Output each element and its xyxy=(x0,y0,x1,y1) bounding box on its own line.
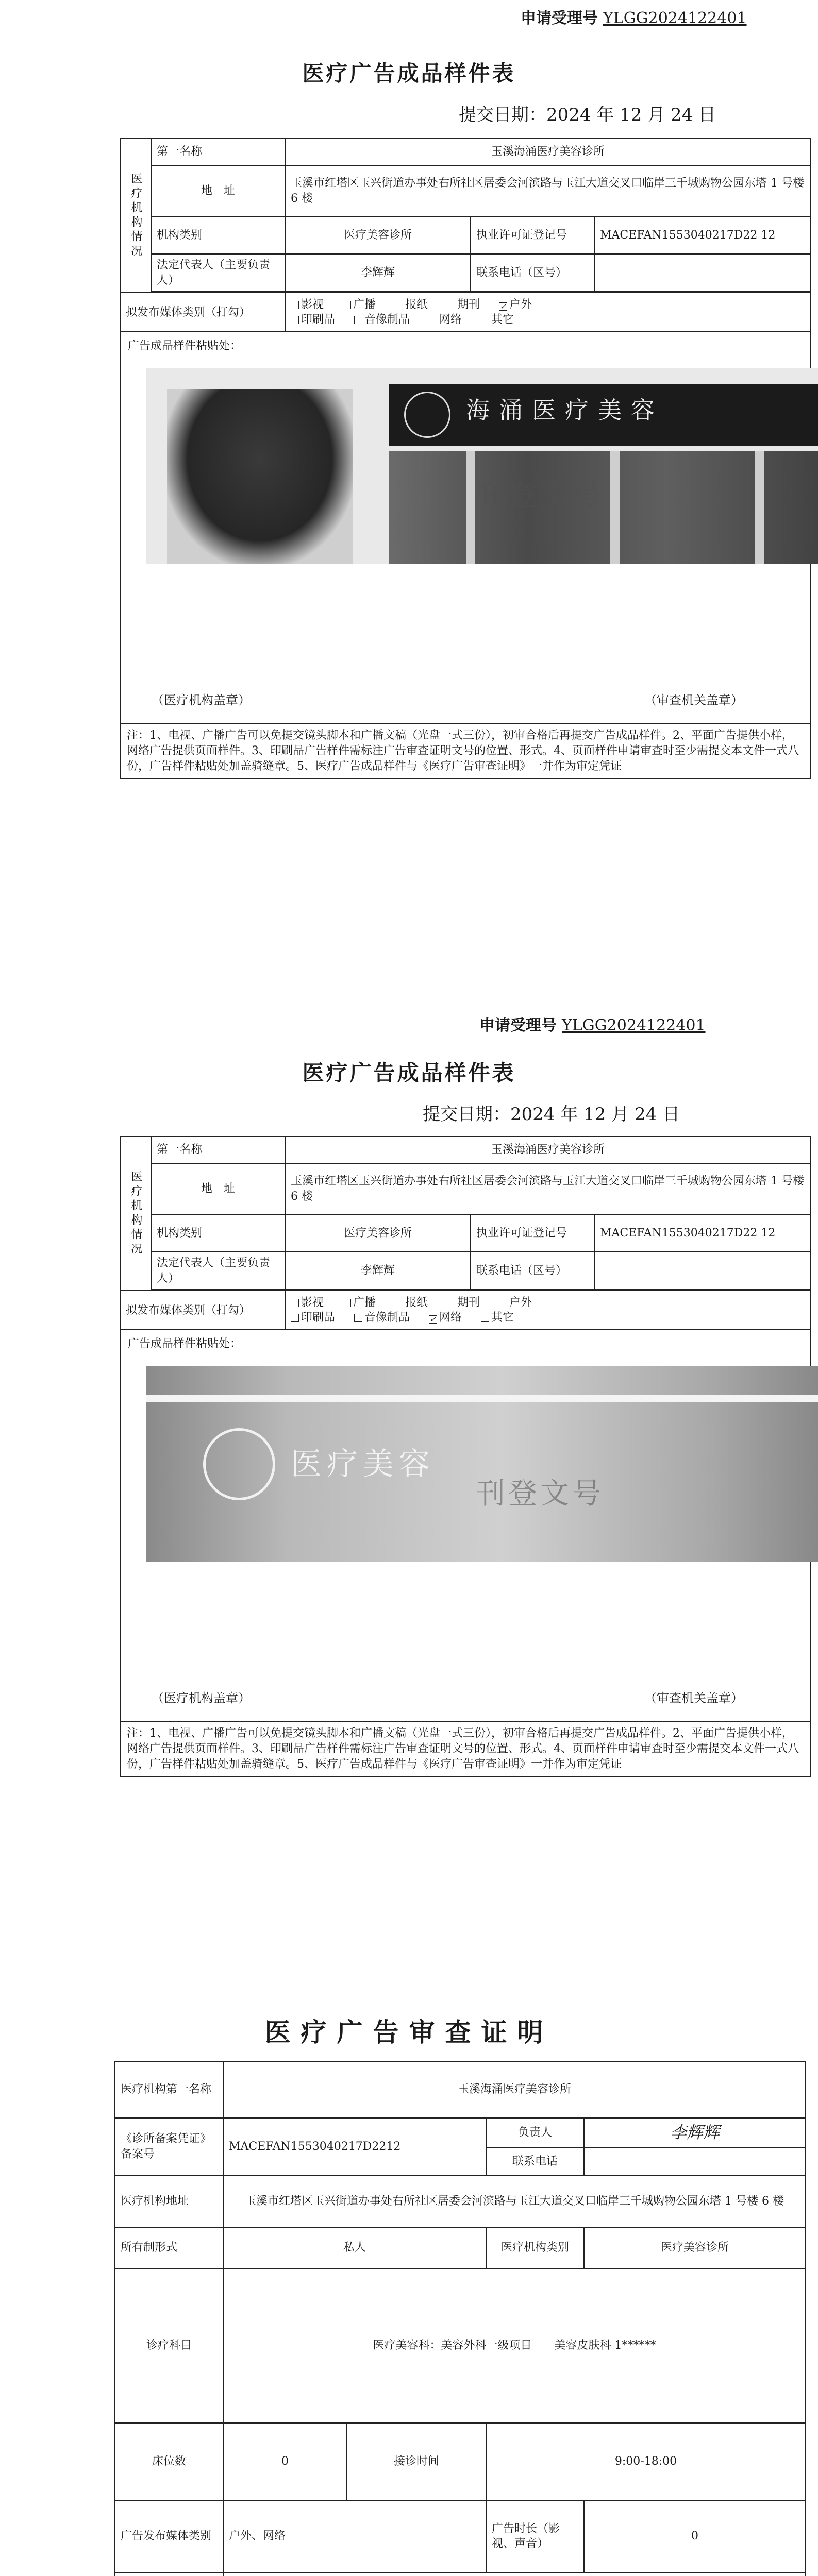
media-checkboxes xyxy=(285,293,811,332)
media-option[interactable]: ✓ 网络 xyxy=(429,1311,462,1324)
cert-head-label: 负责人 xyxy=(486,2118,584,2147)
form-notes: 注：1、电视、广播广告可以免提交镜头脚本和广播文稿（光盘一式三份），初审合格后再提交广告成品样件。2、平面广告提供小样，网络广告提供页面样件。3、印刷品广告样件需标注广告审查证明文号的位置、形式。4、页面样件申请审查时至少需提交本文件一式八份，广告样件粘贴处加盖骑缝章。5、医疗广告成品样件与《医疗广告审查证明》一并作为审定凭证 xyxy=(120,1721,811,1776)
legal-value: 李辉辉 xyxy=(285,254,471,292)
media-option[interactable]: 影视 xyxy=(291,298,324,311)
cert-phone-label: 联系电话 xyxy=(486,2147,584,2176)
cert-opinion-label xyxy=(115,2572,223,2576)
checkbox-icon[interactable] xyxy=(481,316,489,324)
publication-stamp: 刊登文号 xyxy=(476,479,604,513)
cert-subjects-label: 诊疗科目 xyxy=(115,2268,223,2423)
serial-number-1 xyxy=(521,5,747,28)
media-option[interactable]: 期刊 xyxy=(447,298,480,311)
checkbox-icon[interactable] xyxy=(481,1314,489,1322)
media-option[interactable]: 户外 xyxy=(499,1296,532,1309)
cert-duration-value: 0 xyxy=(584,2500,806,2572)
cert-media-label: 广告发布媒体类别 xyxy=(115,2500,223,2572)
phone-value xyxy=(594,254,811,292)
serial-value: YLGG2024122401 xyxy=(603,9,747,27)
cert-address-value: 玉溪市红塔区玉兴街道办事处右所社区居委会河滨路与玉江大道交叉口临岸三千城购物公园东塔 1 号楼 6 楼 xyxy=(223,2176,806,2227)
cert-duration-label: 广告时长（影视、声音） xyxy=(486,2500,584,2572)
cert-opinion xyxy=(223,2572,806,2576)
form-notes: 注：1、电视、广播广告可以免提交镜头脚本和广播文稿（光盘一式三份），初审合格后再提交广告成品样件。2、平面广告提供小样，网络广告提供页面样件。3、印刷品广告样件需标注广告审查证明文号的位置、形式。4、页面样件申请审查时至少需提交本文件一式八份，广告样件粘贴处加盖骑缝章。5、医疗广告成品样件与《医疗广告审查证明》一并作为审定凭证 xyxy=(120,723,811,778)
legal-value: 李辉辉 xyxy=(285,1252,471,1290)
type-value: 医疗美容诊所 xyxy=(285,1215,471,1252)
checkbox-icon[interactable] xyxy=(343,301,351,309)
media-option[interactable]: 影视 xyxy=(291,1296,324,1309)
checkbox-icon[interactable] xyxy=(395,301,403,309)
checkbox-icon[interactable] xyxy=(291,301,299,309)
license-label: 执业许可证登记号 xyxy=(471,217,594,254)
submit-date-2: 提交日期：2024 年 12 月 24 日 xyxy=(423,1104,680,1125)
wall-logo-photo xyxy=(146,1366,818,1562)
cert-name-label: 医疗机构第一名称 xyxy=(115,2061,223,2118)
media-option[interactable]: 音像制品 xyxy=(354,313,410,326)
checkbox-icon[interactable] xyxy=(291,1299,299,1307)
section-label: 医疗机构情况 xyxy=(120,139,151,293)
submit-date-1: 提交日期：2024 年 12 月 24 日 xyxy=(459,105,716,125)
checkbox-icon[interactable] xyxy=(354,1314,362,1322)
publication-stamp: 刊登文号 xyxy=(476,1477,604,1511)
media-option[interactable]: 报纸 xyxy=(395,298,428,311)
media-option[interactable]: 期刊 xyxy=(447,1296,480,1309)
sample-paste-area xyxy=(120,332,811,723)
phone-label: 联系电话（区号） xyxy=(471,254,594,292)
media-option[interactable]: 其它 xyxy=(481,1311,514,1324)
sample-label: 广告成品样件粘贴处： xyxy=(128,340,242,353)
cert-ownership-value: 私人 xyxy=(223,2227,486,2268)
sample-paste-area xyxy=(120,1330,811,1721)
legal-label: 法定代表人（主要负责人） xyxy=(151,254,285,292)
legal-label: 法定代表人（主要负责人） xyxy=(151,1252,285,1290)
sample-label: 广告成品样件粘贴处： xyxy=(128,1337,242,1351)
name-value: 玉溪海涌医疗美容诊所 xyxy=(285,139,811,165)
media-checkboxes xyxy=(285,1291,811,1330)
media-option[interactable]: 广播 xyxy=(343,1296,376,1309)
type-label: 机构类别 xyxy=(151,217,285,254)
address-value: 玉溪市红塔区玉兴街道办事处右所社区居委会河滨路与玉江大道交叉口临岸三千城购物公园东塔 1 号楼 6 楼 xyxy=(285,1163,811,1215)
phone-value xyxy=(594,1252,811,1290)
checkbox-icon[interactable] xyxy=(447,1299,455,1307)
checkbox-icon[interactable] xyxy=(291,1314,299,1322)
form-title-2: 医疗广告成品样件表 xyxy=(302,1060,516,1086)
checkbox-icon[interactable] xyxy=(429,316,437,324)
media-option[interactable]: 印刷品 xyxy=(291,1311,335,1324)
cert-ownership-label: 所有制形式 xyxy=(115,2227,223,2268)
cert-subjects-value: 医疗美容科：美容外科一级项目 美容皮肤科 1****** xyxy=(223,2268,806,2423)
address-label: 地 址 xyxy=(151,1163,285,1215)
cert-hours-value: 9:00-18:00 xyxy=(486,2423,806,2500)
cert-hours-label: 接诊时间 xyxy=(347,2423,486,2500)
certificate-title: 医疗广告审查证明 xyxy=(264,2017,554,2047)
cert-phone-value xyxy=(584,2147,806,2176)
cert-license-value: MACEFAN1553040217D2212 xyxy=(223,2118,486,2176)
cert-address-label: 医疗机构地址 xyxy=(115,2176,223,2227)
certificate-table xyxy=(114,2061,806,2576)
clinic-seal-label: （医疗机构盖章） xyxy=(152,692,251,707)
cert-beds-label: 床位数 xyxy=(115,2423,223,2500)
media-option[interactable]: 其它 xyxy=(481,313,514,326)
address-label: 地 址 xyxy=(151,165,285,217)
authority-seal-label: （审查机关盖章） xyxy=(644,1690,743,1705)
head-signature: 李辉辉 xyxy=(670,2123,720,2142)
media-option[interactable]: 网络 xyxy=(429,313,462,326)
license-label: 执业许可证登记号 xyxy=(471,1215,594,1252)
type-value: 医疗美容诊所 xyxy=(285,217,471,254)
license-value: MACEFAN1553040217D22 12 xyxy=(594,217,811,254)
media-option[interactable]: 音像制品 xyxy=(354,1311,410,1324)
checkbox-icon[interactable] xyxy=(291,316,299,324)
clinic-logo-icon xyxy=(404,392,450,438)
media-option[interactable]: 广播 xyxy=(343,298,376,311)
tree-shape xyxy=(167,389,353,564)
cert-license-label: 《诊所备案凭证》备案号 xyxy=(115,2118,223,2176)
address-value: 玉溪市红塔区玉兴街道办事处右所社区居委会河滨路与玉江大道交叉口临岸三千城购物公园东塔 1 号楼 6 楼 xyxy=(285,165,811,217)
name-label: 第一名称 xyxy=(151,1137,285,1163)
checkbox-icon[interactable] xyxy=(499,302,507,311)
media-label: 拟发布媒体类别（打勾） xyxy=(120,293,285,332)
checkbox-icon[interactable] xyxy=(429,1315,437,1324)
name-label: 第一名称 xyxy=(151,139,285,165)
serial-label: 申请受理号 xyxy=(521,9,598,27)
checkbox-icon[interactable] xyxy=(447,301,455,309)
authority-seal-label: （审查机关盖章） xyxy=(644,692,743,707)
serial-number-2 xyxy=(479,1012,706,1035)
phone-label: 联系电话（区号） xyxy=(471,1252,594,1290)
wall-sign-text: 医疗美容 xyxy=(291,1446,435,1483)
type-label: 机构类别 xyxy=(151,1215,285,1252)
cert-category-value: 医疗美容诊所 xyxy=(584,2227,806,2268)
sample-form-table-2 xyxy=(120,1136,811,1777)
cert-media-value: 户外、网络 xyxy=(223,2500,486,2572)
checkbox-icon[interactable] xyxy=(499,1299,507,1307)
shop-sign-text: 海涌医疗美容 xyxy=(466,396,664,425)
cert-name-value: 玉溪海涌医疗美容诊所 xyxy=(223,2061,806,2118)
clinic-seal-label: （医疗机构盖章） xyxy=(152,1690,251,1705)
checkbox-icon[interactable] xyxy=(343,1299,351,1307)
license-value: MACEFAN1553040217D22 12 xyxy=(594,1215,811,1252)
serial-value: YLGG2024122401 xyxy=(562,1016,706,1035)
section-label: 医疗机构情况 xyxy=(120,1137,151,1291)
form-title-1: 医疗广告成品样件表 xyxy=(302,61,516,86)
media-option[interactable]: 报纸 xyxy=(395,1296,428,1309)
sample-form-table-1 xyxy=(120,138,811,779)
media-option[interactable]: 印刷品 xyxy=(291,313,335,326)
media-label: 拟发布媒体类别（打勾） xyxy=(120,1291,285,1330)
cert-beds-value: 0 xyxy=(223,2423,347,2500)
name-value: 玉溪海涌医疗美容诊所 xyxy=(285,1137,811,1163)
checkbox-icon[interactable] xyxy=(354,316,362,324)
serial-label: 申请受理号 xyxy=(479,1016,557,1035)
cert-category-label: 医疗机构类别 xyxy=(486,2227,584,2268)
storefront-photo xyxy=(146,368,818,564)
checkbox-icon[interactable] xyxy=(395,1299,403,1307)
media-option[interactable]: ✓ 户外 xyxy=(499,298,532,311)
clinic-logo-icon xyxy=(203,1428,275,1500)
